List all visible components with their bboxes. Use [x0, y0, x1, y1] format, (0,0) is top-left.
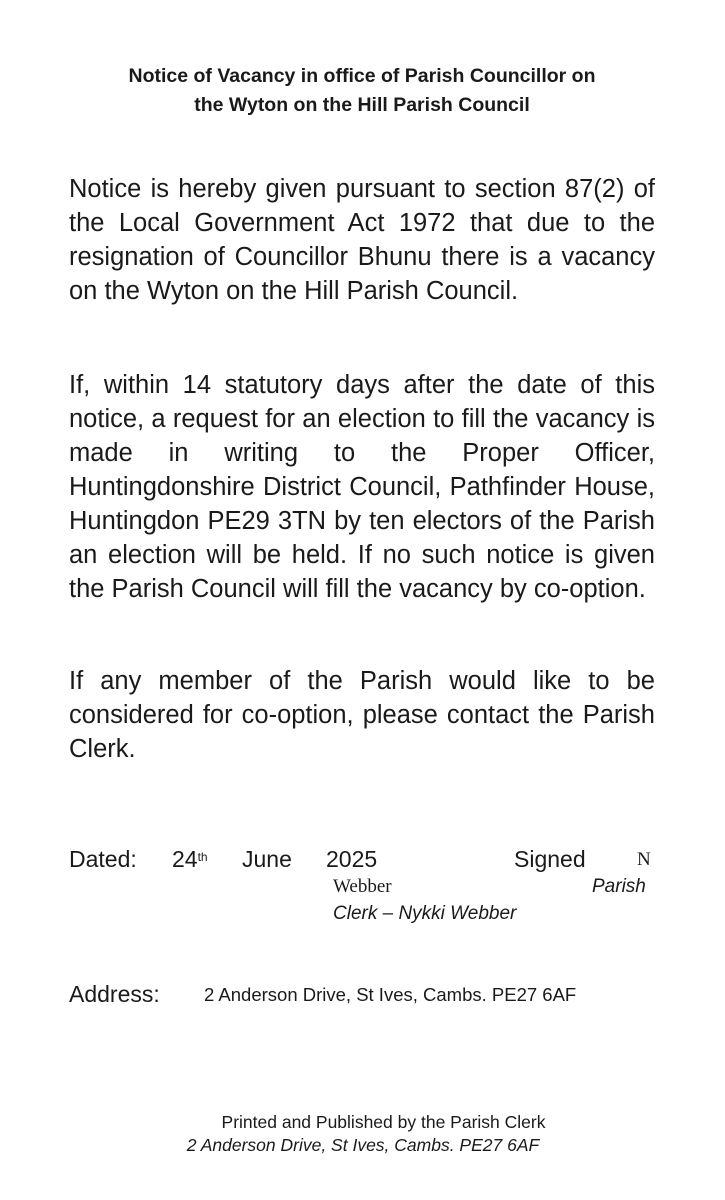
notice-paragraph-2: If, within 14 statutory days after the date of this notice, a request for an election to fill the vacancy is made in writing to the Proper Officer, Huntingdonshire District Council, Pathfinder House, Huntingdon PE29 3TN by ten electors of the Parish an election will be held. If no such notice is given the Parish Council will fill the vacancy by co-option. [69, 371, 655, 603]
notice-paragraph-3: If any member of the Parish would like to be considered for co-option, please contact the Parish Clerk. [69, 667, 655, 763]
signature-name-initial: N [637, 849, 651, 870]
footer-line-2: 2 Anderson Drive, St Ives, Cambs. PE27 6AF [186, 1135, 540, 1155]
dated-day-number: 24 [172, 846, 198, 872]
signature-role-parish: Parish [592, 876, 646, 897]
notice-title [50, 62, 674, 120]
signature-name-surname: Webber [333, 876, 392, 897]
signature-role-clerk: Clerk – Nykki Webber [333, 903, 517, 924]
title-line-2: the Wyton on the Hill Parish Council [194, 94, 530, 116]
dated-day-suffix: th [197, 850, 208, 864]
notice-paragraph-1: Notice is hereby given pursuant to section 87(2) of the Local Government Act 1972 that due to the resignation of Councillor Bhunu there is a vacancy on the Wyton on the Hill Parish Council. [69, 175, 655, 305]
dated-day [172, 844, 208, 874]
footer-line-1: Printed and Published by the Parish Clerk [221, 1112, 546, 1132]
dated-label: Dated: [69, 846, 137, 872]
title-line-1: Notice of Vacancy in office of Parish Councillor on [128, 65, 596, 87]
signed-label: Signed [514, 846, 586, 872]
address-value: 2 Anderson Drive, St Ives, Cambs. PE27 6AF [204, 984, 577, 1005]
address-label: Address: [69, 981, 160, 1007]
dated-month: June [242, 846, 292, 872]
dated-year: 2025 [326, 846, 378, 872]
